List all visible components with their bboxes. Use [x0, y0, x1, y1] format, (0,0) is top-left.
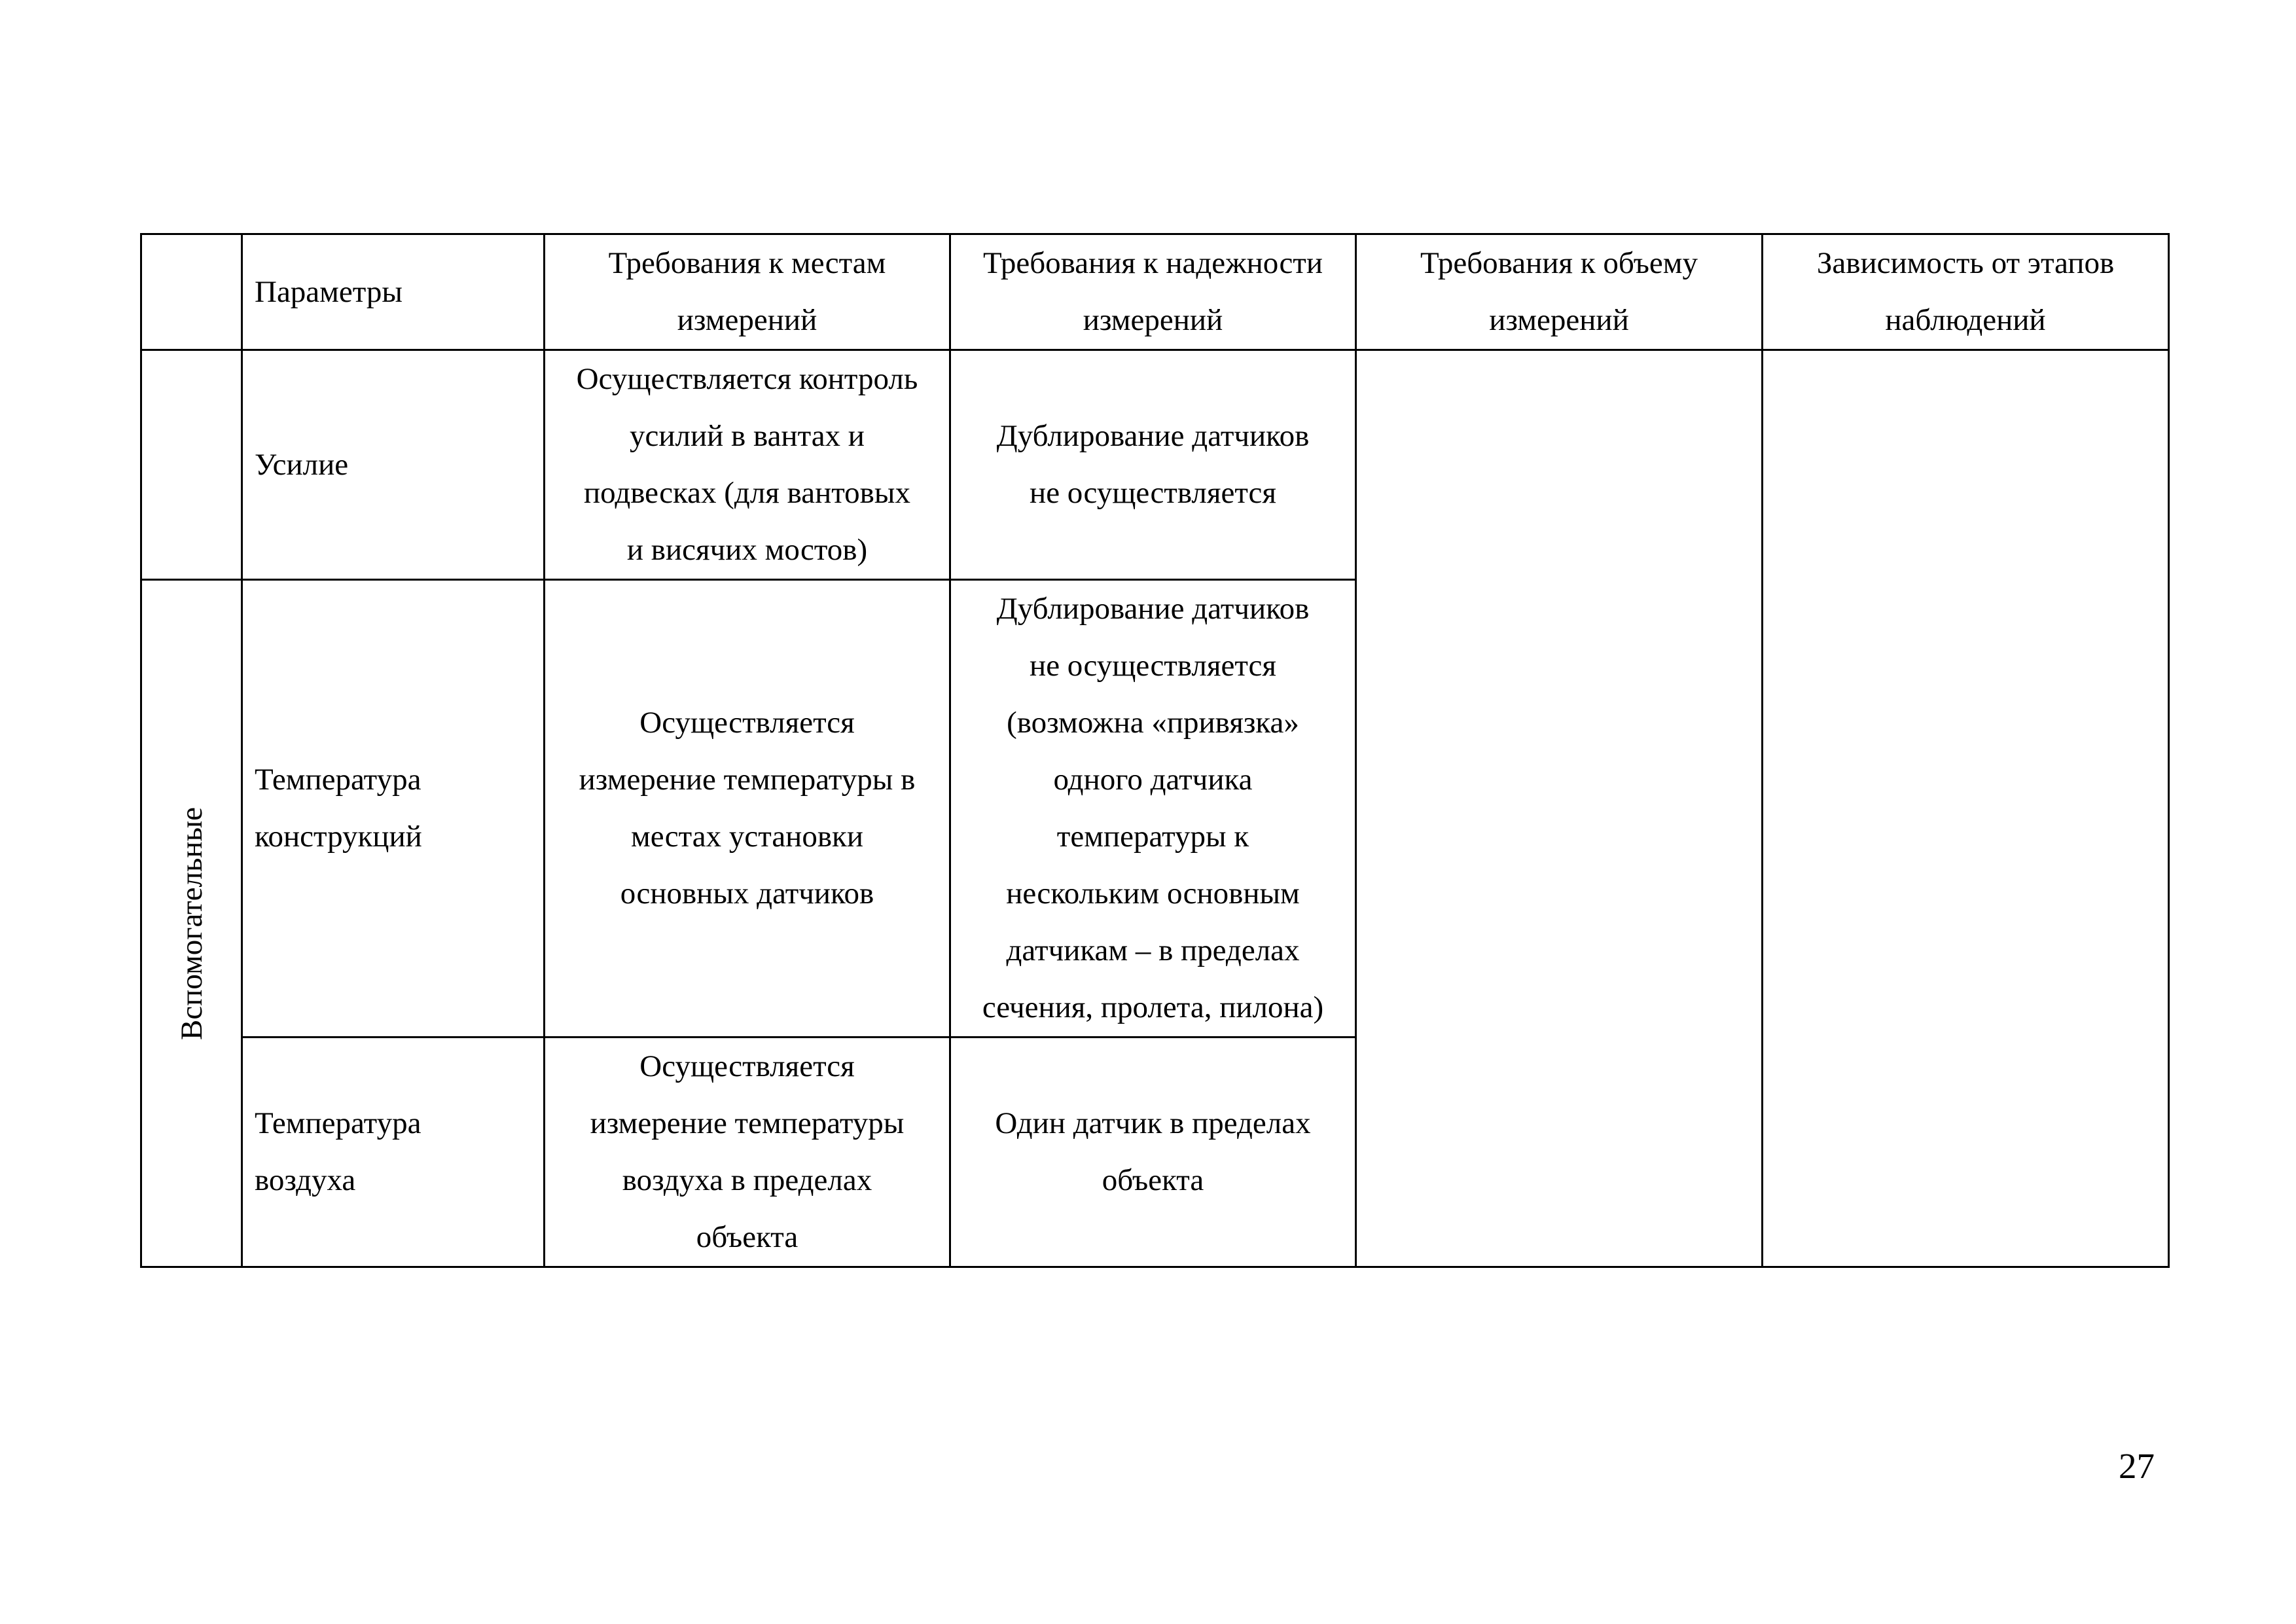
table-row: [141, 350, 2169, 580]
group-label: Вспомогательные: [174, 806, 209, 1040]
page-number: 27: [2119, 1446, 2155, 1486]
locations-cell: Осуществляется измерение температуры в местах установки основных датчиков: [545, 580, 950, 1038]
header-parameters: Параметры: [242, 234, 545, 350]
header-reliability: Требования к надежности измерений: [950, 234, 1356, 350]
parameter-cell: Температура воздуха: [242, 1038, 545, 1267]
parameter-cell: Усилие: [242, 350, 545, 580]
header-stages: Зависимость от этапов наблюдений: [1763, 234, 2169, 350]
reliability-cell: Один датчик в пределах объекта: [950, 1038, 1356, 1267]
header-volume: Требования к объему измерений: [1356, 234, 1763, 350]
group-cell: [141, 580, 242, 1267]
locations-cell: Осуществляется измерение температуры воздуха в пределах объекта: [545, 1038, 950, 1267]
reliability-cell: Дублирование датчиков не осуществляется: [950, 350, 1356, 580]
header-row: [141, 234, 2169, 350]
requirements-table: [140, 233, 2170, 1268]
volume-cell: [1356, 350, 1763, 1267]
locations-cell: Осуществляется контроль усилий в вантах и подвесках (для вантовых и висячих мостов): [545, 350, 950, 580]
empty-group-cell: [141, 350, 242, 580]
reliability-cell: Дублирование датчиков не осуществляется (возможна «привязка» одного датчика температуры к нескольким основным датчикам – в пределах сечения, пролета, пилона): [950, 580, 1356, 1038]
parameter-cell: Температура конструкций: [242, 580, 545, 1038]
header-group-cell: [141, 234, 242, 350]
header-locations: Требования к местам измерений: [545, 234, 950, 350]
stages-cell: [1763, 350, 2169, 1267]
